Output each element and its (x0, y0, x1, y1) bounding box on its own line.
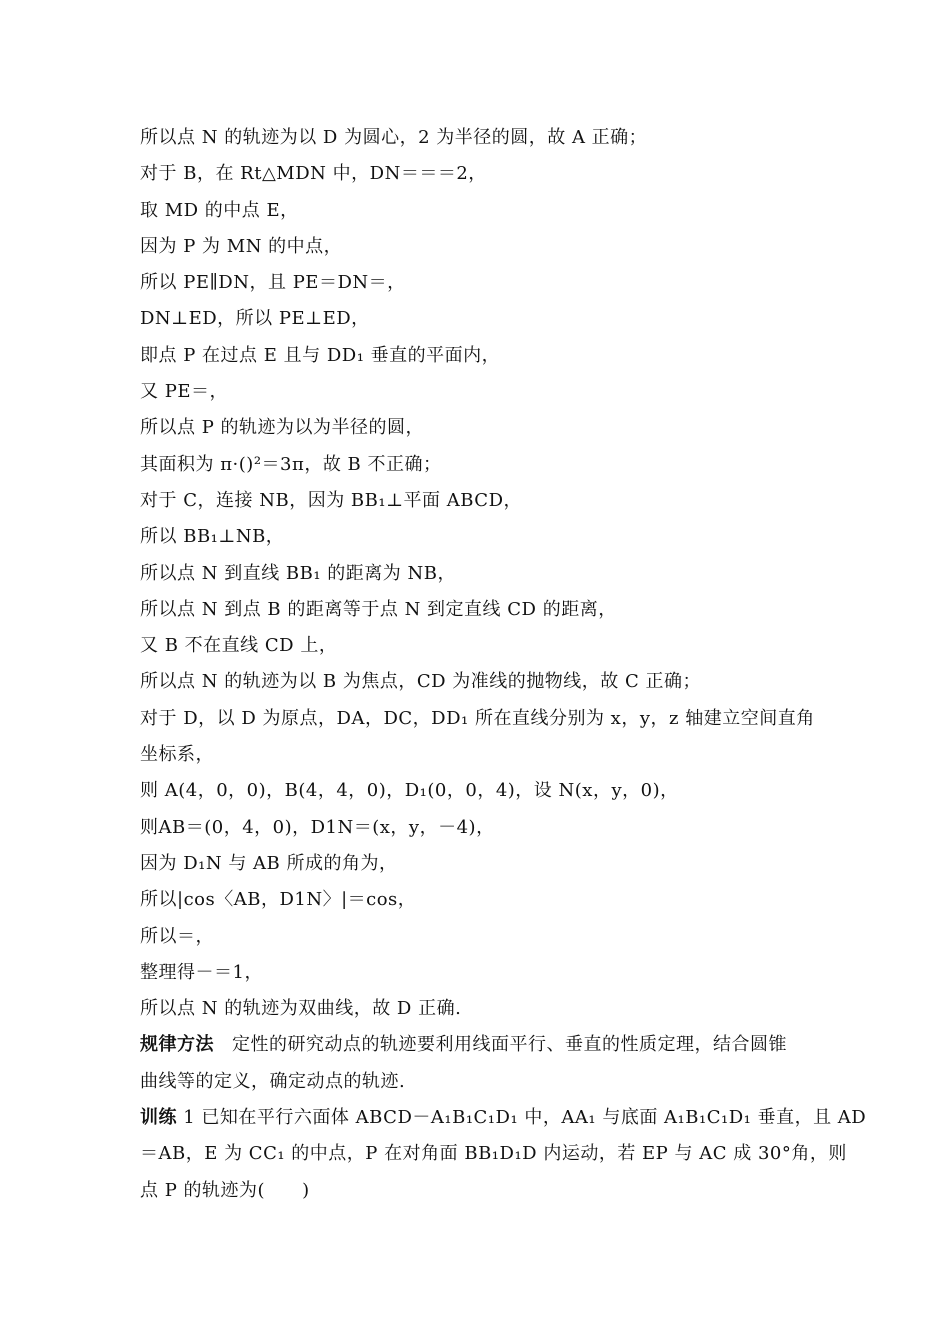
text-line: 又 B 不在直线 CD 上， (140, 635, 338, 657)
text-line: 所以 PE∥DN，且 PE＝DN＝， (140, 272, 406, 294)
method-line-2: 曲线等的定义，确定动点的轨迹. (140, 1070, 406, 1092)
text-line: 则AB＝(0，4，0)，D1N＝(x，y，－4)， (140, 816, 495, 838)
method-line (140, 1027, 812, 1063)
text-line: 所以点 N 的轨迹为以 B 为焦点，CD 为准线的抛物线，故 C 正确； (140, 671, 702, 693)
text-line: 其面积为 π·()²＝3π，故 B 不正确； (140, 453, 442, 475)
text-line: 因为 P 为 MN 的中点， (140, 235, 343, 257)
text-line: 对于 B，在 Rt△MDN 中，DN＝＝＝2， (140, 163, 487, 185)
text-line: 所以点 N 到直线 BB₁ 的距离为 NB， (140, 562, 457, 584)
text-line: 对于 D，以 D 为原点，DA，DC，DD₁ 所在直线分别为 x，y，z 轴建立空间直角 (140, 707, 815, 729)
text-line: 对于 C，连接 NB，因为 BB₁⊥平面 ABCD， (140, 489, 522, 511)
text-line: 所以点 P 的轨迹为以为半径的圆， (140, 417, 425, 439)
text-line: 则 A(4，0，0)，B(4，4，0)，D₁(0，0，4)，设 N(x，y，0)， (140, 780, 679, 802)
text-line: 坐标系， (140, 744, 214, 766)
exercise-line (140, 1100, 867, 1136)
method-label: 规律方法 (140, 1034, 214, 1056)
text-line: 整理得－＝1， (140, 961, 263, 983)
text-line: DN⊥ED，所以 PE⊥ED， (140, 308, 370, 330)
exercise-label: 训练 (140, 1107, 177, 1129)
exercise-text: 1 已知在平行六面体 ABCD－A₁B₁C₁D₁ 中，AA₁ 与底面 A₁B₁C₁D₁ 垂直，且 AD (177, 1107, 867, 1129)
text-line: 即点 P 在过点 E 且与 DD₁ 垂直的平面内， (140, 344, 501, 366)
exercise-line-3: 点 P 的轨迹为( ) (140, 1179, 310, 1201)
method-text: 定性的研究动点的轨迹要利用线面平行、垂直的性质定理，结合圆锥 (232, 1034, 787, 1056)
text-line: 取 MD 的中点 E， (140, 199, 299, 221)
document-page (140, 120, 867, 1209)
text-line: 所以|cos〈AB，D1N〉|＝cos， (140, 889, 417, 911)
text-line: 因为 D₁N 与 AB 所成的角为， (140, 852, 398, 874)
text-line: 所以点 N 到点 B 的距离等于点 N 到定直线 CD 的距离， (140, 598, 617, 620)
text-line: 所以 BB₁⊥NB， (140, 526, 285, 548)
text-line: 所以点 N 的轨迹为以 D 为圆心，2 为半径的圆，故 A 正确； (140, 127, 648, 148)
text-line: 所以＝， (140, 925, 214, 947)
exercise-line-2: ＝AB，E 为 CC₁ 的中点，P 在对角面 BB₁D₁D 内运动，若 EP 与 AC 成 30°角，则 (140, 1143, 847, 1165)
text-line: 所以点 N 的轨迹为双曲线，故 D 正确. (140, 998, 462, 1020)
text-line: 又 PE＝， (140, 381, 228, 403)
